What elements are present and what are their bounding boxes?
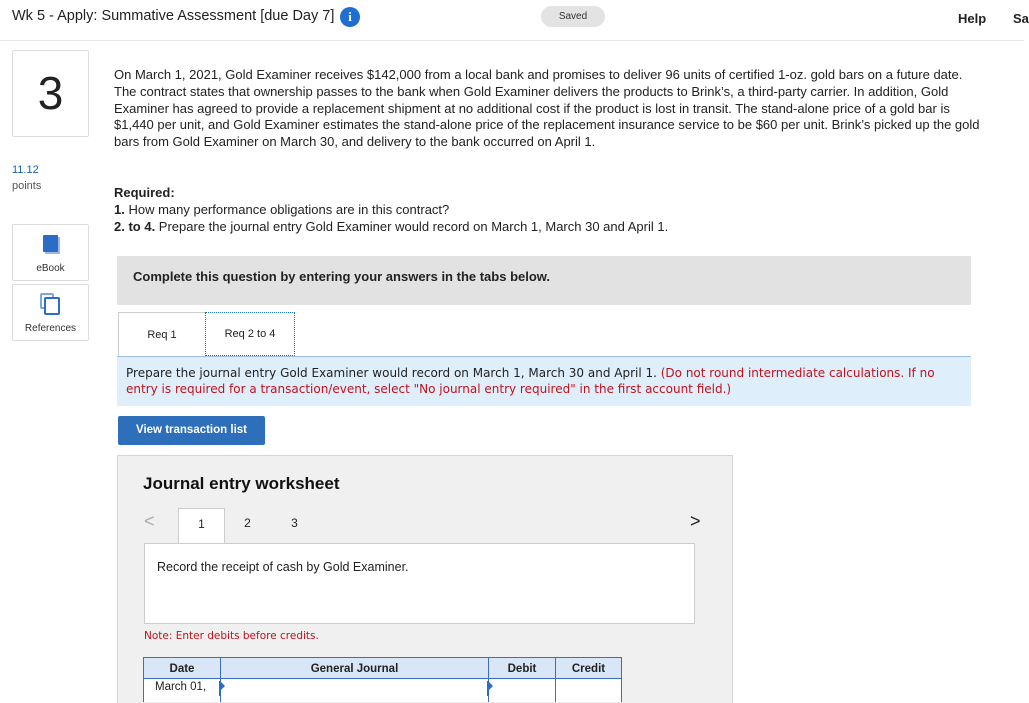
view-transaction-list-button[interactable]: View transaction list <box>118 416 265 445</box>
requirement-2-4-text: Prepare the journal entry Gold Examiner would record on March 1, March 30 and April 1. <box>155 219 669 234</box>
column-header-credit: Credit <box>555 657 622 679</box>
worksheet-page-3[interactable]: 3 <box>291 516 298 530</box>
problem-paragraph: On March 1, 2021, Gold Examiner receives $142,000 from a local bank and promises to deliver 96 units of certified 1-oz. gold bars on a future date. The contract states that ownership passes to the bank when Gold Examiner delivers the products to Brink’s, a third-party carrier. In addition, Gold Examiner has agreed to provide a replacement shipment at no additional cost if the product is lost in transit. The stand-alone price of a gold bar is $1,440 per unit, and Gold Examiner estimates the stand-alone price of the replacement insurance service to be $60 per unit. Brink’s picked up the gold bars from Gold Examiner on March 30, and delivery to the bank occurred on April 1. <box>114 67 980 150</box>
requirement-1-text: How many performance obligations are in this contract? <box>124 202 450 217</box>
help-link[interactable]: Help <box>958 11 987 26</box>
tab-req-1[interactable]: Req 1 <box>118 312 206 357</box>
references-button[interactable] <box>12 284 89 341</box>
prompt-banner <box>117 356 971 406</box>
row-1-credit-field[interactable] <box>555 679 622 702</box>
chevron-left-icon[interactable]: < <box>144 511 155 531</box>
prompt-note: (Do not round intermediate calculations. If no entry is required for a transaction/event, select "No journal entry required" in the first account field.) <box>126 366 935 396</box>
required-heading: Required: <box>114 185 175 200</box>
instructions-text: Complete this question by entering your answers in the tabs below. <box>133 269 551 284</box>
ebook-button[interactable] <box>12 224 89 281</box>
references-icon <box>44 297 60 315</box>
column-header-debit: Debit <box>488 657 556 679</box>
column-header-date: Date <box>143 657 221 679</box>
ebook-label: eBook <box>36 263 65 274</box>
chevron-right-icon[interactable]: > <box>690 511 701 531</box>
worksheet-page-2[interactable]: 2 <box>244 516 251 530</box>
row-1-date-cell[interactable] <box>143 679 221 702</box>
save-exit-link[interactable]: Sa <box>1013 11 1029 26</box>
saved-status-badge: Saved <box>541 6 605 27</box>
debit-credit-note: Note: Enter debits before credits. <box>144 630 319 642</box>
row-1-debit-field[interactable] <box>488 679 556 702</box>
requirement-1-number: 1. <box>114 202 125 217</box>
flag-icon <box>220 681 225 691</box>
assignment-title: Wk 5 - Apply: Summative Assessment [due Day 7] <box>12 8 335 24</box>
tab-req-2-to-4[interactable]: Req 2 to 4 <box>205 312 295 356</box>
requirement-1 <box>114 202 449 217</box>
transaction-description: Record the receipt of cash by Gold Examiner. <box>157 560 409 574</box>
row-1-account-field[interactable] <box>220 679 489 702</box>
references-label: References <box>24 323 77 334</box>
instructions-banner <box>117 256 971 305</box>
transaction-description-box <box>144 543 695 624</box>
worksheet-title: Journal entry worksheet <box>143 474 340 493</box>
column-header-general-journal: General Journal <box>220 657 489 679</box>
book-icon <box>43 235 58 252</box>
points-label: points <box>12 180 42 192</box>
prompt-main: Prepare the journal entry Gold Examiner would record on March 1, March 30 and April 1. <box>126 366 661 380</box>
worksheet-page-1[interactable]: 1 <box>178 508 225 543</box>
points-value: 11.12 <box>12 164 39 176</box>
prompt-text <box>126 366 956 397</box>
requirement-2-4-number: 2. to 4. <box>114 219 156 234</box>
requirement-2-4 <box>114 219 668 234</box>
flag-icon <box>488 681 493 691</box>
question-number: 3 <box>12 50 89 137</box>
info-icon[interactable]: i <box>340 7 360 27</box>
row-1-date: March 01, <box>155 681 207 693</box>
